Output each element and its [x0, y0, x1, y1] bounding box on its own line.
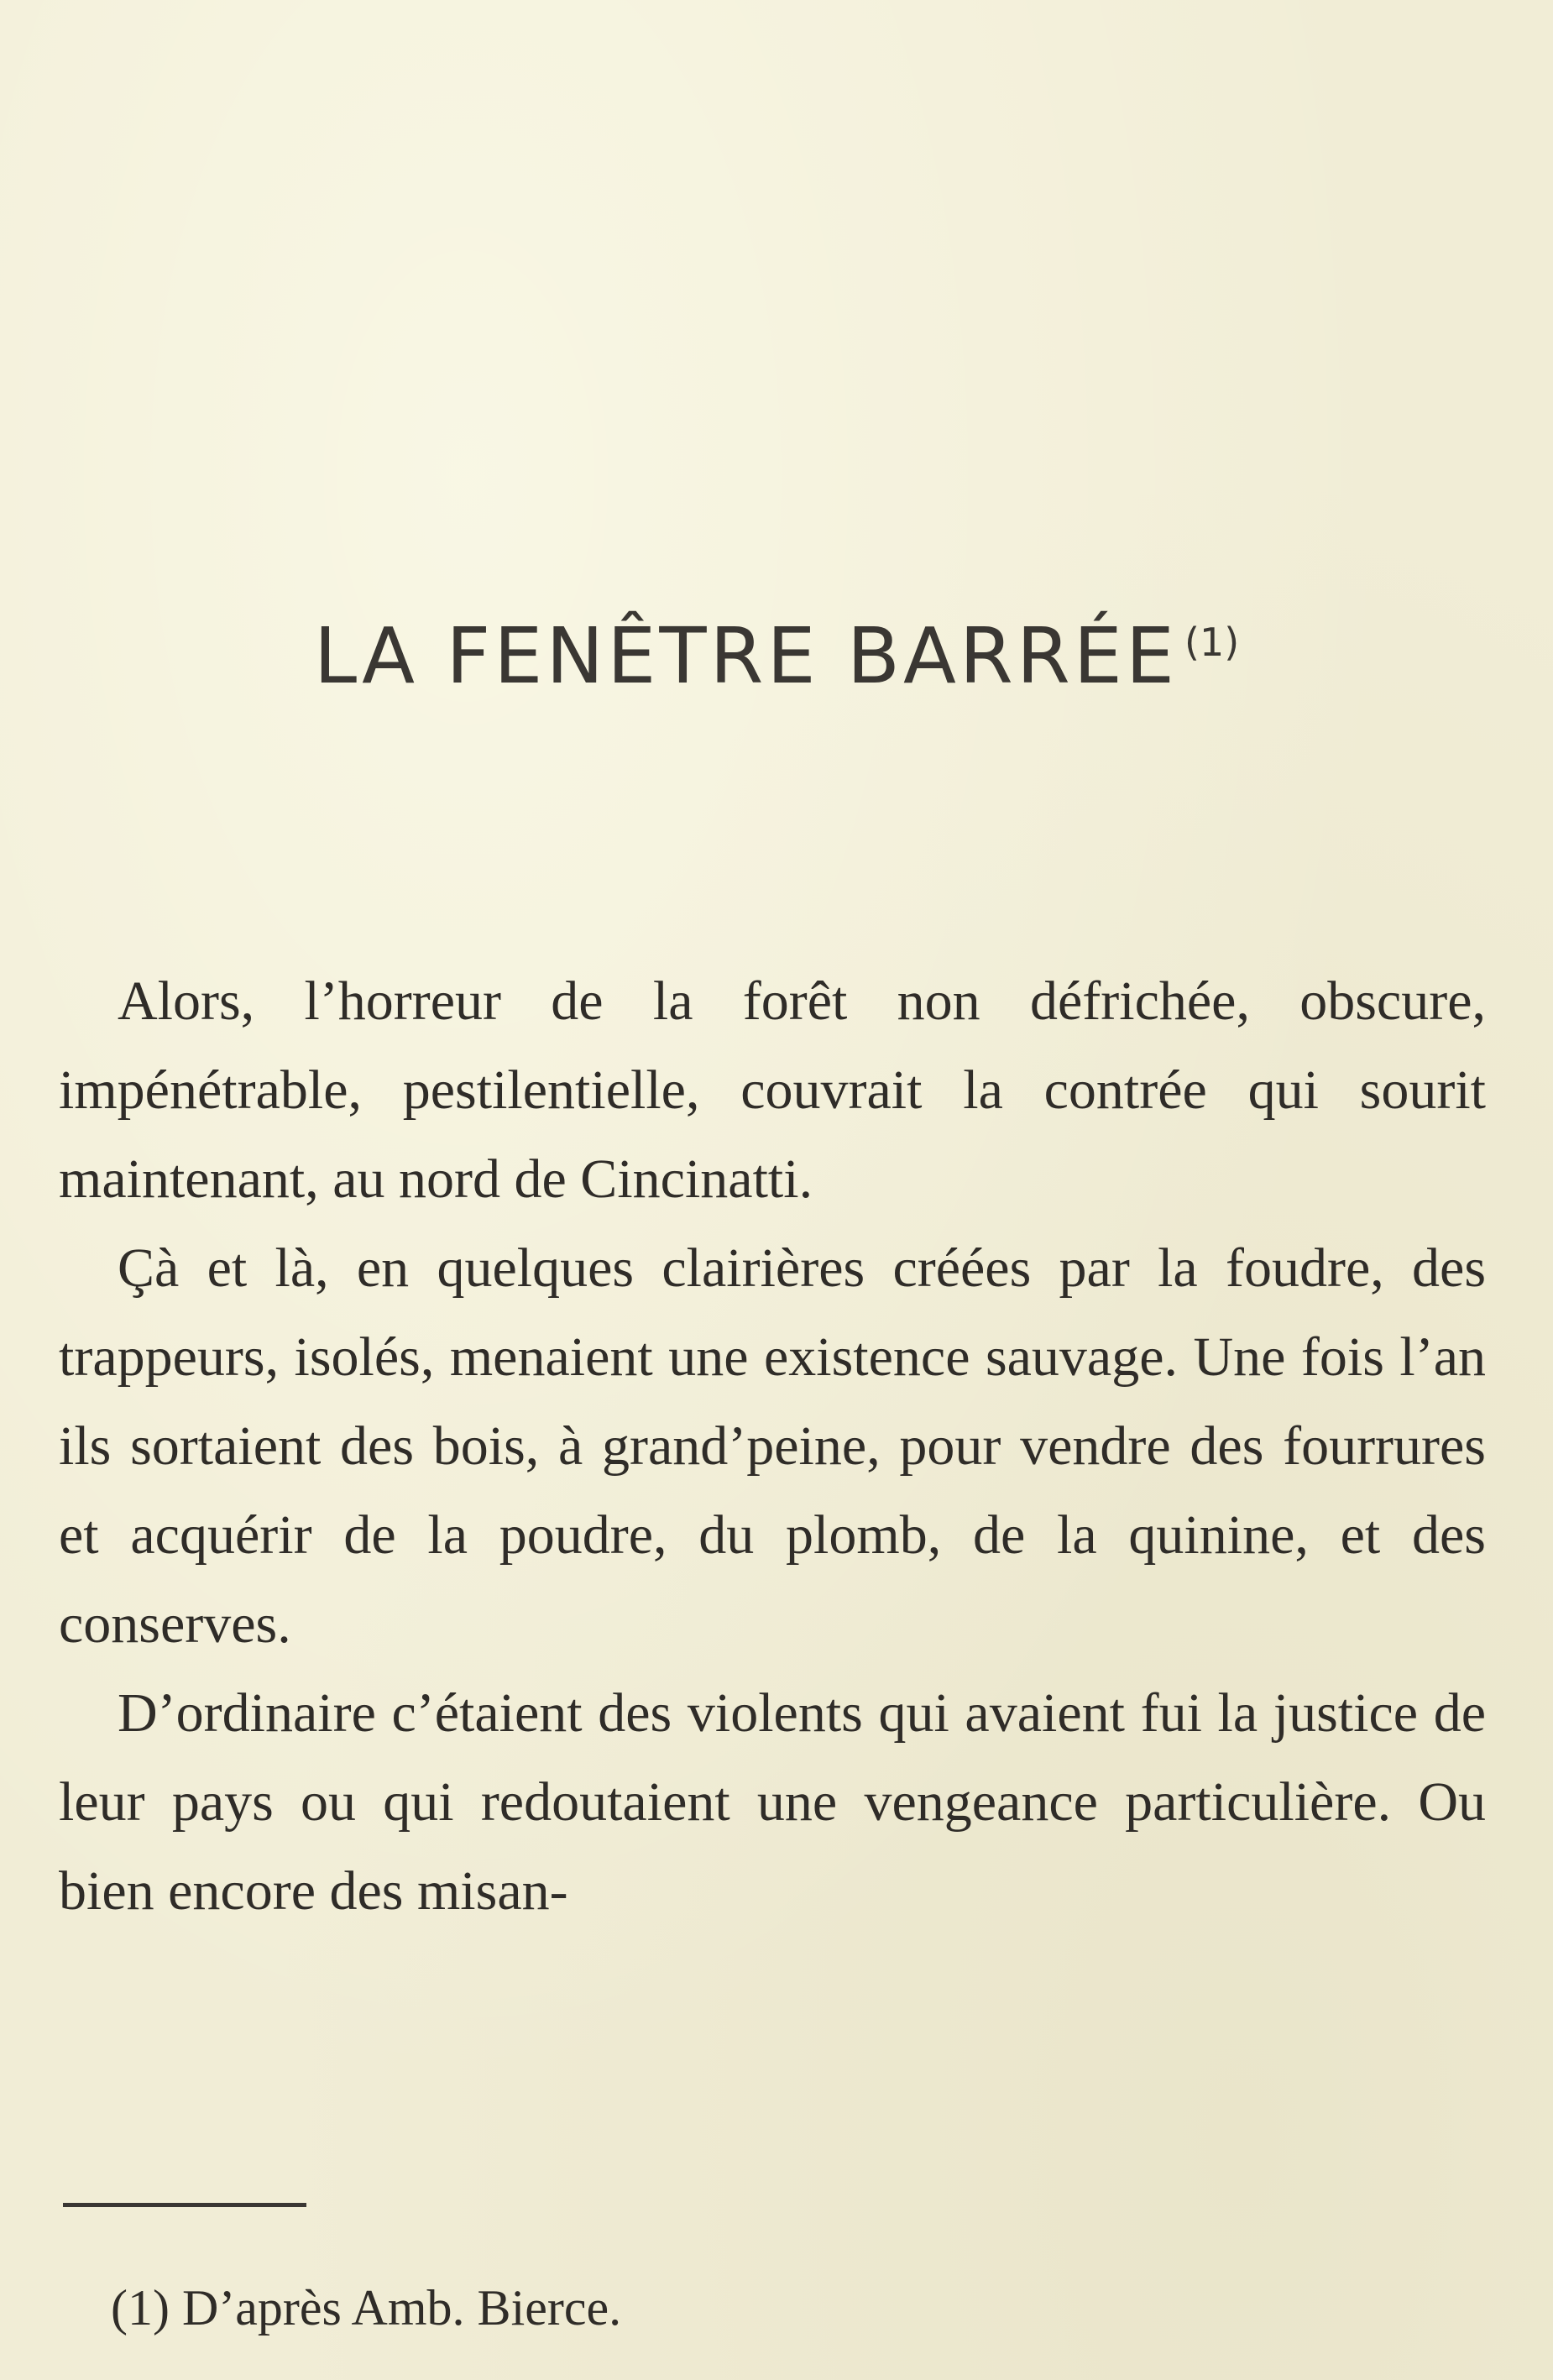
body-text	[59, 957, 1486, 1936]
chapter-title-text: LA FENÊTRE BARRÉE	[313, 611, 1179, 701]
paragraph-3: D’ordinaire c’étaient des violents qui avaient fui la justice de leur pays ou qui redoutaient une vengeance particulière. Ou bien encore des misan-	[59, 1682, 1486, 1922]
footnote-divider	[63, 2203, 306, 2207]
paragraph-2: Çà et là, en quelques clairières créées par la foudre, des trappeurs, isolés, menaient une existence sauvage. Une fois l’an ils sortaient des bois, à grand’peine, pour vendre des fourrures et acquérir de la poudre, du plomb, de la quinine, et des conserves.	[59, 1237, 1486, 1655]
footnote: (1) D’après Amb. Bierce.	[111, 2280, 622, 2336]
paragraph-1: Alors, l’horreur de la forêt non défrichée, obscure, impénétrable, pestilentielle, couvrait la contrée qui sourit maintenant, au nord de Cincinatti.	[59, 970, 1486, 1210]
chapter-title	[0, 611, 1553, 701]
footnote-reference: (1)	[1184, 620, 1240, 666]
